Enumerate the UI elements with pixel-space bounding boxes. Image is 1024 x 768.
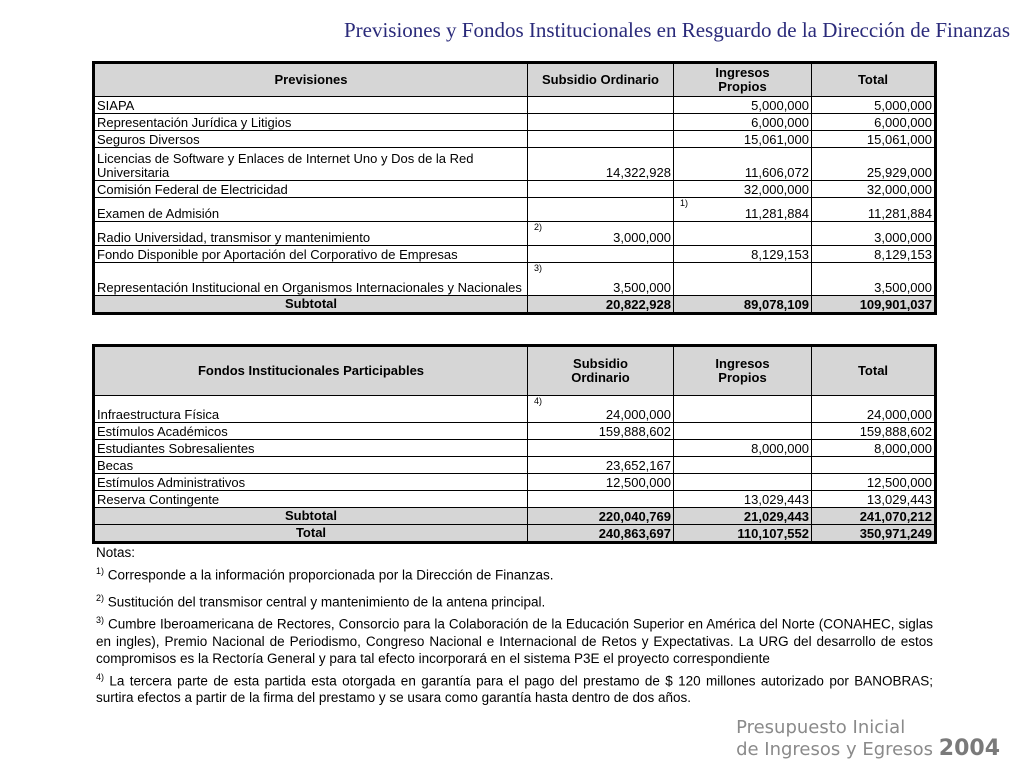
subsidio-cell — [528, 457, 674, 474]
total-cell-value: 32,000,000 — [866, 182, 932, 197]
total-cell — [812, 181, 935, 198]
total-subsidio-value: 240,863,697 — [598, 526, 671, 541]
table-row — [95, 263, 935, 296]
header-ingresos: Ingresos Propios — [674, 347, 812, 396]
total-total — [812, 525, 935, 542]
note-4 — [96, 669, 933, 707]
footnote-mark: 4) — [534, 396, 543, 406]
total-ingresos — [674, 525, 812, 542]
total-total-value: 350,971,249 — [859, 526, 932, 541]
total-cell-value: 11,281,884 — [867, 206, 932, 221]
subtotal-subsidio-value: 20,822,928 — [605, 297, 671, 312]
total-cell — [812, 491, 935, 508]
row-label — [95, 491, 528, 508]
table-row — [95, 97, 935, 114]
table-row — [95, 198, 935, 222]
row-label — [95, 198, 528, 222]
subsidio-cell — [528, 114, 674, 131]
row-label-value: Estudiantes Sobresalientes — [97, 441, 255, 456]
total-cell-value: 6,000,000 — [874, 115, 932, 130]
note-mark: 4) — [96, 671, 105, 682]
subsidio-cell — [528, 474, 674, 491]
note-text: Sustitución del transmisor central y mantenimiento de la antena principal. — [107, 594, 546, 609]
row-label-value: Fondo Disponible por Aportación del Corporativo de Empresas — [97, 247, 458, 262]
subsidio-cell — [528, 246, 674, 263]
subsidio-cell — [528, 131, 674, 148]
row-label-value: Representación Institucional en Organismos Internacionales y Nacionales — [97, 280, 522, 295]
row-label — [95, 440, 528, 457]
header-previsiones: Previsiones — [95, 64, 528, 97]
total-cell — [812, 440, 935, 457]
total-cell — [812, 423, 935, 440]
subsidio-cell — [528, 396, 674, 423]
ingresos-cell — [674, 222, 812, 246]
total-cell — [812, 148, 935, 181]
total-label-value: Total — [295, 525, 327, 540]
subtotal-total-value: 109,901,037 — [859, 297, 932, 312]
subtotal-row — [95, 296, 935, 313]
subtotal-total-value: 241,070,212 — [859, 509, 932, 524]
subsidio-cell — [528, 97, 674, 114]
row-label-value: Examen de Admisión — [97, 206, 220, 221]
row-label-value: Estímulos Académicos — [97, 424, 228, 439]
ingresos-cell-value: 15,061,000 — [743, 132, 809, 147]
total-cell-value: 13,029,443 — [866, 492, 932, 507]
table-row — [95, 440, 935, 457]
ingresos-cell — [674, 246, 812, 263]
footnote-mark: 3) — [534, 263, 543, 273]
subsidio-cell-value: 23,652,167 — [605, 458, 671, 473]
row-label — [95, 181, 528, 198]
table-row — [95, 491, 935, 508]
ingresos-cell — [674, 114, 812, 131]
total-row — [95, 525, 935, 542]
row-label — [95, 222, 528, 246]
ingresos-cell — [674, 440, 812, 457]
total-cell — [812, 396, 935, 423]
subtotal-subsidio-value: 220,040,769 — [598, 509, 671, 524]
row-label-value: Reserva Contingente — [97, 492, 220, 507]
row-label — [95, 263, 528, 296]
logo-year: 2004 — [938, 736, 1000, 761]
total-cell — [812, 97, 935, 114]
ingresos-cell — [674, 97, 812, 114]
ingresos-cell — [674, 263, 812, 296]
subsidio-cell — [528, 198, 674, 222]
table-row — [95, 396, 935, 423]
table-row — [95, 246, 935, 263]
note-3 — [96, 612, 933, 667]
total-cell-value: 25,929,000 — [866, 165, 932, 180]
subsidio-cell — [528, 491, 674, 508]
subtotal-ingresos-value: 89,078,109 — [743, 297, 809, 312]
ingresos-cell-value: 11,606,072 — [744, 165, 809, 180]
total-cell — [812, 246, 935, 263]
row-label-value: Representación Jurídica y Litigios — [97, 115, 292, 130]
subsidio-cell — [528, 440, 674, 457]
fondos-table — [94, 346, 935, 542]
row-label-value: Seguros Diversos — [97, 132, 200, 147]
total-cell-value: 159,888,602 — [859, 424, 932, 439]
footnote-mark: 2) — [534, 222, 543, 232]
row-label — [95, 246, 528, 263]
subtotal-label-value: Subtotal — [285, 296, 337, 311]
row-label-value: Infraestructura Física — [97, 407, 220, 422]
subsidio-cell-value: 24,000,000 — [605, 407, 671, 422]
total-cell — [812, 263, 935, 296]
total-cell — [812, 457, 935, 474]
ingresos-cell — [674, 457, 812, 474]
ingresos-cell-value: 5,000,000 — [751, 98, 809, 113]
row-label — [95, 423, 528, 440]
subsidio-cell-value: 3,000,000 — [613, 230, 671, 245]
table-row — [95, 114, 935, 131]
total-cell — [812, 114, 935, 131]
page-title: Previsiones y Fondos Institucionales en Resguardo de la Dirección de Finanzas — [343, 18, 1010, 42]
subtotal-row — [95, 508, 935, 525]
subsidio-cell — [528, 222, 674, 246]
ingresos-cell — [674, 181, 812, 198]
subsidio-cell-value: 3,500,000 — [613, 280, 671, 295]
header-total: Total — [812, 64, 935, 97]
notes-heading: Notas: — [96, 545, 136, 560]
subtotal-label-value: Subtotal — [285, 508, 337, 523]
total-label — [95, 525, 528, 542]
subsidio-cell — [528, 148, 674, 181]
row-label-value: Estímulos Administrativos — [97, 475, 246, 490]
total-subsidio — [528, 525, 674, 542]
table-row — [95, 148, 935, 181]
subsidio-cell — [528, 263, 674, 296]
header-total: Total — [812, 347, 935, 396]
table-row — [95, 474, 935, 491]
subsidio-cell-value: 159,888,602 — [598, 424, 671, 439]
subsidio-cell-value: 12,500,000 — [605, 475, 671, 490]
subsidio-cell — [528, 181, 674, 198]
footnote-mark: 1) — [680, 198, 689, 208]
ingresos-cell — [674, 131, 812, 148]
subsidio-cell-value: 14,322,928 — [605, 165, 671, 180]
ingresos-cell — [674, 491, 812, 508]
row-label — [95, 457, 528, 474]
subsidio-cell — [528, 423, 674, 440]
total-cell — [812, 222, 935, 246]
header-subsidio: Subsidio Ordinario — [528, 64, 674, 97]
table-row — [95, 222, 935, 246]
ingresos-cell — [674, 396, 812, 423]
table-row — [95, 131, 935, 148]
notes-section — [96, 544, 933, 708]
total-ingresos-value: 110,107,552 — [737, 526, 809, 541]
row-label — [95, 474, 528, 491]
row-label — [95, 131, 528, 148]
total-cell — [812, 131, 935, 148]
note-mark: 1) — [96, 566, 105, 576]
logo-line-2: de Ingresos y Egresos — [736, 739, 934, 760]
ingresos-cell — [674, 198, 812, 222]
table-row — [95, 181, 935, 198]
subtotal-total — [812, 296, 935, 313]
ingresos-cell-value: 11,281,884 — [744, 206, 809, 221]
total-cell-value: 8,000,000 — [874, 441, 932, 456]
ingresos-cell-value: 13,029,443 — [743, 492, 809, 507]
note-1 — [96, 563, 933, 584]
subtotal-label — [95, 296, 528, 313]
row-label — [95, 114, 528, 131]
row-label-value: Licencias de Software y Enlaces de Internet Uno y Dos de la Red Universitaria — [97, 151, 474, 180]
subtotal-subsidio — [528, 508, 674, 525]
row-label-value: Comisión Federal de Electricidad — [97, 182, 288, 197]
header-fondos: Fondos Institucionales Participables — [95, 347, 528, 396]
previsiones-table — [94, 63, 935, 313]
ingresos-cell-value: 8,129,153 — [751, 247, 809, 262]
total-cell-value: 12,500,000 — [866, 475, 932, 490]
row-label — [95, 148, 528, 181]
note-text: Cumbre Iberoamericana de Rectores, Consorcio para la Colaboración de la Educación Superior en América del Norte (CONAHEC, siglas en ingles), Premio Nacional de Periodismo, Congreso Nacional e Internacional de Retos y Expectativas. La URG del desarrollo de estos compromisos es la Rectoría General y para tal efecto incorporará en el sistema P3E el proyecto correspondiente — [96, 616, 933, 666]
row-label-value: Becas — [97, 458, 134, 473]
ingresos-cell — [674, 423, 812, 440]
ingresos-cell-value: 8,000,000 — [751, 441, 809, 456]
note-text: Corresponde a la información proporcionada por la Dirección de Finanzas. — [107, 567, 554, 583]
ingresos-cell — [674, 474, 812, 491]
subtotal-subsidio — [528, 296, 674, 313]
note-mark: 2) — [96, 592, 105, 603]
total-cell-value: 24,000,000 — [866, 407, 932, 422]
total-cell — [812, 198, 935, 222]
note-text: La tercera parte de esta partida esta otorgada en garantía para el pago del prestamo de $ 120 millones autorizado por BANOBRAS; surtira efectos a partir de la firma del prestamo y se usara como garantía hasta dentro de dos años. — [96, 673, 933, 705]
note-2 — [96, 590, 933, 611]
total-cell-value: 8,129,153 — [874, 247, 932, 262]
ingresos-cell — [674, 148, 812, 181]
row-label-value: SIAPA — [97, 98, 135, 113]
total-cell — [812, 474, 935, 491]
total-cell-value: 3,500,000 — [874, 280, 932, 295]
table-row — [95, 457, 935, 474]
logo-line-1: Presupuesto Inicial — [736, 717, 906, 738]
row-label — [95, 396, 528, 423]
subtotal-ingresos — [674, 296, 812, 313]
subtotal-total — [812, 508, 935, 525]
ingresos-cell-value: 32,000,000 — [743, 182, 809, 197]
ingresos-cell-value: 6,000,000 — [751, 115, 809, 130]
subtotal-ingresos — [674, 508, 812, 525]
header-ingresos: Ingresos Propios — [674, 64, 812, 97]
row-label — [95, 97, 528, 114]
total-cell-value: 15,061,000 — [866, 132, 932, 147]
total-cell-value: 5,000,000 — [874, 98, 932, 113]
table-row — [95, 423, 935, 440]
row-label-value: Radio Universidad, transmisor y mantenimiento — [97, 230, 371, 245]
subtotal-label — [95, 508, 528, 525]
budget-logo — [736, 717, 1000, 760]
total-cell-value: 3,000,000 — [874, 230, 932, 245]
header-subsidio: Subsidio Ordinario — [528, 347, 674, 396]
note-mark: 3) — [96, 615, 105, 625]
subtotal-ingresos-value: 21,029,443 — [743, 509, 809, 524]
